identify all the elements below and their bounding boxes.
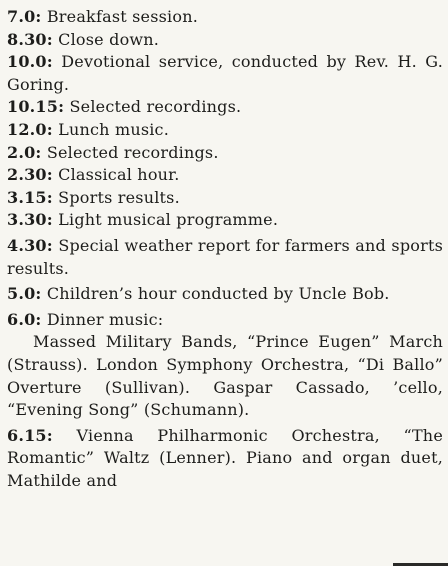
entry-time: 7.0: [7, 7, 42, 26]
schedule-entry [7, 51, 443, 96]
schedule-entry [7, 96, 443, 119]
entry-text: Devotional service, conducted by Rev. H. G. Goring. [7, 52, 443, 94]
entry-text: Close down. [58, 29, 160, 49]
entry-time: 2.30: [7, 165, 53, 185]
schedule-entry [7, 425, 443, 493]
entry-time: 3.30: [7, 210, 53, 230]
schedule-entry [7, 235, 443, 280]
entry-text: Selected recordings. [69, 97, 242, 117]
entry-text: Special weather report for farmers and sports results. [7, 235, 443, 278]
radio-programme-listing [7, 6, 443, 492]
entry-text: Lunch music. [58, 119, 170, 139]
entry-text: Dinner music: [46, 309, 164, 329]
programme-details [7, 331, 443, 421]
entry-text: Vienna Philharmonic Orchestra, “The Romantic” Waltz (Lenner). Piano and organ duet, Mathilde and [7, 425, 443, 490]
schedule-entry [7, 209, 443, 232]
entry-text: Selected recordings. [46, 142, 219, 162]
entry-time: 8.30: [7, 29, 53, 49]
schedule-entry [7, 119, 443, 142]
schedule-entry [7, 142, 443, 165]
entry-time: 6.0: [7, 309, 42, 329]
entry-time: 2.0: [7, 142, 42, 162]
entry-time: 10.0: [7, 52, 53, 72]
schedule-entry [7, 29, 443, 52]
entry-text: Breakfast session. [46, 7, 198, 26]
entry-text: Sports results. [58, 187, 180, 207]
entry-time: 10.15: [7, 97, 65, 117]
entry-text: Light musical programme. [58, 210, 279, 230]
entry-text: Children’s hour conducted by Uncle Bob. [46, 284, 390, 304]
entry-time: 5.0: [7, 284, 42, 304]
schedule-entry [7, 6, 443, 29]
entry-time: 4.30: [7, 235, 53, 255]
schedule-entry [7, 283, 443, 306]
entry-time: 3.15: [7, 187, 53, 207]
entry-time: 6.15: [7, 425, 53, 445]
entry-time: 12.0: [7, 119, 53, 139]
schedule-entry [7, 164, 443, 187]
entry-text: Classical hour. [58, 165, 180, 185]
schedule-entry [7, 309, 443, 332]
entry-text: Massed Military Bands, “Prince Eugen” March (Strauss). London Symphony Orchestra, “Di Ballo” Overture (Sullivan). Gaspar Cassado, ’cello, “Evening Song” (Schumann). [7, 332, 443, 420]
schedule-entry [7, 187, 443, 210]
